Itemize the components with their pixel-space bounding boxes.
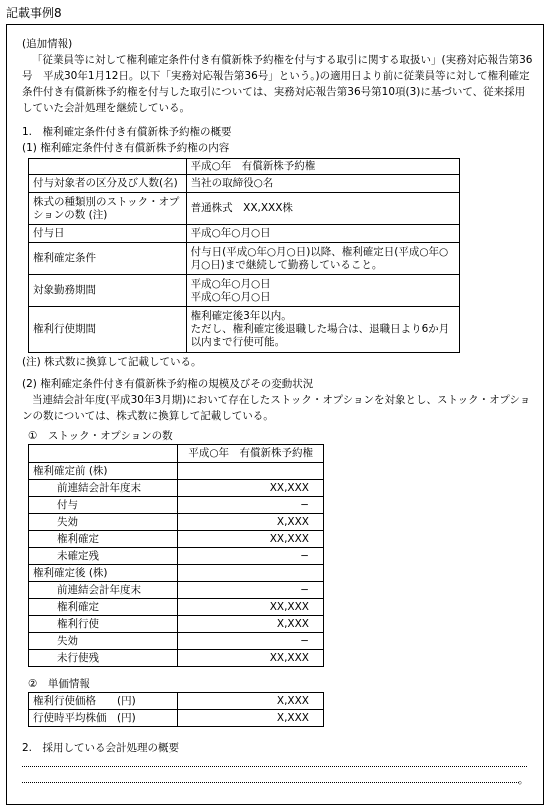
table-row-value: −: [178, 582, 324, 599]
table-row-value: X,XXX: [178, 693, 324, 710]
note: (注) 株式数に換算して記載している。: [22, 356, 202, 368]
section1-sub2-body: 当連結会計年度(平成30年3月期)において存在したストック・オプションを対象とし、ストック・オプションの数については、株式数に換算して記載している。: [22, 394, 531, 422]
table-row-label: 権利確定: [29, 599, 178, 616]
row-label: 権利確定条件: [29, 243, 187, 275]
stock-option-count-heading: ① ストック・オプションの数: [28, 430, 173, 442]
table-row: [29, 616, 324, 633]
section1-heading: 1. 権利確定条件付き有償新株予約権の概要: [22, 126, 232, 138]
rights-summary-table: [28, 158, 460, 353]
stock-option-rows: [29, 463, 324, 667]
table-row-value: −: [178, 497, 324, 514]
row-value: 普通株式 XX,XXX株: [186, 193, 459, 225]
additional-info-body: 「従業員等に対して権利確定条件付き有償新株予約権を付与する取引に関する取扱い」(実務対応報告第36号 平成30年1月12日。以下「実務対応報告第36号」という。)の適用日より前に従業員等に対して権利確定条件付き有償新株予約権を付与した取引については、実務対応報告第36号第10項(3)に基づいて、従来採用していた会計処理を継続している。: [22, 54, 533, 114]
additional-info-heading: (追加情報): [22, 38, 73, 50]
table-row-label: 付与: [29, 497, 178, 514]
row-label: 付与対象者の区分及び人数(名): [29, 175, 187, 193]
end-mark: 。: [518, 774, 529, 786]
table-row-value: XX,XXX: [178, 599, 324, 616]
stock-option-table: [28, 444, 324, 667]
table-row-label: 未行使残: [29, 650, 178, 667]
row-value: 当社の取締役○名: [186, 175, 459, 193]
section2-heading: 2. 採用している会計処理の概要: [22, 742, 180, 754]
table-row-label: 未確定残: [29, 548, 178, 565]
table-row: [29, 480, 324, 497]
table-row-value: X,XXX: [178, 514, 324, 531]
table-row-value: −: [178, 548, 324, 565]
table-row: [29, 582, 324, 599]
table-row-label: 権利確定前 (株): [29, 463, 178, 480]
blank-line: [22, 782, 519, 783]
table-row: [29, 599, 324, 616]
table-corner-cell: [29, 445, 178, 463]
row-label: 対象勤務期間: [29, 275, 187, 307]
table-row-label: 権利行使: [29, 616, 178, 633]
table-row-label: 権利確定後 (株): [29, 565, 178, 582]
table-row: [29, 514, 324, 531]
row-label: 権利行使期間: [29, 307, 187, 353]
table-row: [29, 548, 324, 565]
table-row-label: 前連結会計年度末: [29, 582, 178, 599]
table-row: [29, 497, 324, 514]
table-row-value: [178, 463, 324, 480]
section1-sub2: (2) 権利確定条件付き有償新株予約権の規模及びその変動状況: [22, 378, 314, 390]
table-row-label: 失効: [29, 633, 178, 650]
page-title: 記載事例8: [6, 6, 62, 20]
table-header-cell: 平成○年 有償新株予約権: [178, 445, 324, 463]
table-row-label: 権利確定: [29, 531, 178, 548]
section1-sub1: (1) 権利確定条件付き有償新株予約権の内容: [22, 142, 230, 154]
table-row-value: X,XXX: [178, 616, 324, 633]
table-row: [29, 633, 324, 650]
table-corner-cell: [29, 159, 187, 175]
table-row-value: X,XXX: [178, 710, 324, 727]
table-row-value: XX,XXX: [178, 650, 324, 667]
row-value: 平成○年○月○日 平成○年○月○日: [186, 275, 459, 307]
table-row: [29, 650, 324, 667]
blank-line: [22, 766, 527, 767]
table-row-value: XX,XXX: [178, 531, 324, 548]
table-row-value: XX,XXX: [178, 480, 324, 497]
row-value: 付与日(平成○年○月○日)以降、権利確定日(平成○年○月○日)まで継続して勤務していること。: [186, 243, 459, 275]
table-row-label: 前連結会計年度末: [29, 480, 178, 497]
table-row-label: 権利行使価格 (円): [29, 693, 178, 710]
unit-price-heading: ② 単価情報: [28, 678, 90, 690]
table-row: [29, 531, 324, 548]
table-header-cell: 平成○年 有償新株予約権: [186, 159, 459, 175]
row-label: 株式の種類別のストック・オプションの数 (注): [29, 193, 187, 225]
unit-price-table: [28, 692, 324, 727]
row-value: 権利確定後3年以内。 ただし、権利確定後退職した場合は、退職日より6か月以内まで行使可能。: [186, 307, 459, 353]
table-row-label: 行使時平均株価 (円): [29, 710, 178, 727]
table-row: [29, 565, 324, 582]
table-row: [29, 463, 324, 480]
table-row-value: −: [178, 633, 324, 650]
row-label: 付与日: [29, 225, 187, 243]
table-row-value: [178, 565, 324, 582]
row-value: 平成○年○月○日: [186, 225, 459, 243]
table-row-label: 失効: [29, 514, 178, 531]
